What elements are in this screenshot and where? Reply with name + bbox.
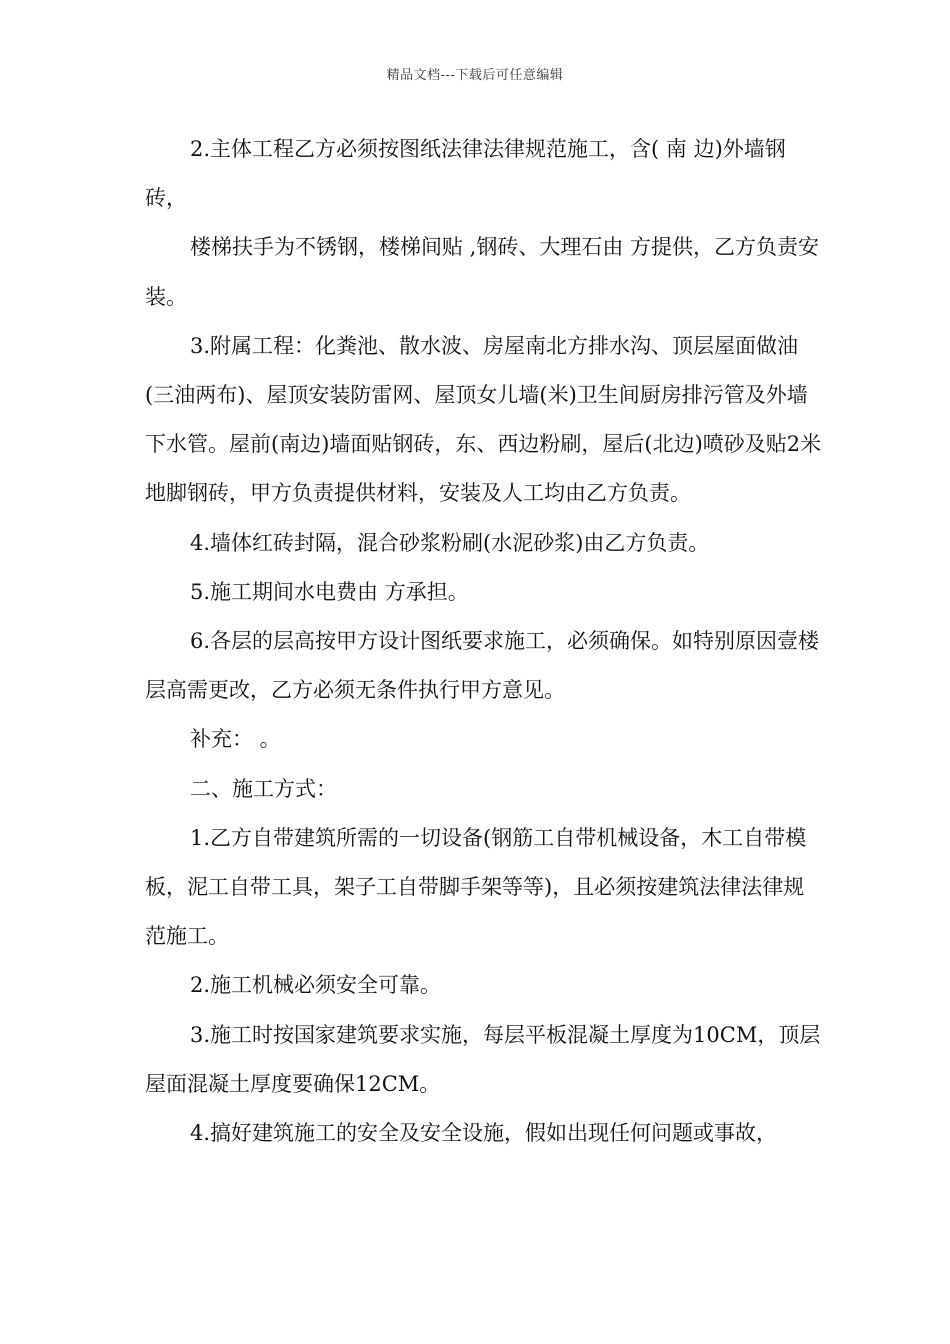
document-body bbox=[145, 125, 825, 1158]
paragraph-floor-height: 6.各层的层高按甲方设计图纸要求施工，必须确保。如特别原因壹楼层高需更改，乙方必须无条件执行甲方意见。 bbox=[145, 629, 820, 703]
paragraph-ancillary-works: 3.附属工程：化粪池、散水波、房屋南北方排水沟、顶层屋面做油(三油两布)、屋顶安装防雷网、屋顶女儿墙(米)卫生间厨房排污管及外墙下水管。屋前(南边)墙面贴钢砖，东、西边粉刷，屋后(北边)喷砂及贴2米地脚钢砖，甲方负责提供材料，安装及人工均由乙方负责。 bbox=[145, 333, 822, 506]
section-heading-construction-method: 二、施工方式： bbox=[190, 776, 337, 801]
paragraph-safety-facilities: 4.搞好建筑施工的安全及安全设施，假如出现任何问题或事故， bbox=[190, 1121, 778, 1146]
paragraph-wall-partition: 4.墙体红砖封隔，混合砂浆粉刷(水泥砂浆)由乙方负责。 bbox=[190, 530, 710, 555]
paragraph-stair-handrail: 楼梯扶手为不锈钢，楼梯间贴 ,钢砖、大理石由 方提供，乙方负责安装。 bbox=[145, 235, 820, 309]
paragraph-supplement: 补充： 。 bbox=[190, 727, 281, 752]
paragraph-concrete-thickness: 3.施工时按国家建筑要求实施，每层平板混凝土厚度为10CM，顶层屋面混凝土厚度要确保12CM。 bbox=[145, 1022, 821, 1096]
paragraph-machinery-safety: 2.施工机械必须安全可靠。 bbox=[190, 973, 442, 998]
paragraph-main-works: 2.主体工程乙方必须按图纸法律法律规范施工，含( 南 边)外墙钢砖， bbox=[145, 137, 786, 211]
paragraph-utility-fees: 5.施工期间水电费由 方承担。 bbox=[190, 579, 469, 604]
paragraph-equipment: 1.乙方自带建筑所需的一切设备(钢筋工自带机械设备，木工自带模板，泥工自带工具，架子工自带脚手架等等)，且必须按建筑法律法律规范施工。 bbox=[145, 825, 807, 949]
page-header: 精品文档---下载后可任意编辑 bbox=[386, 68, 564, 83]
